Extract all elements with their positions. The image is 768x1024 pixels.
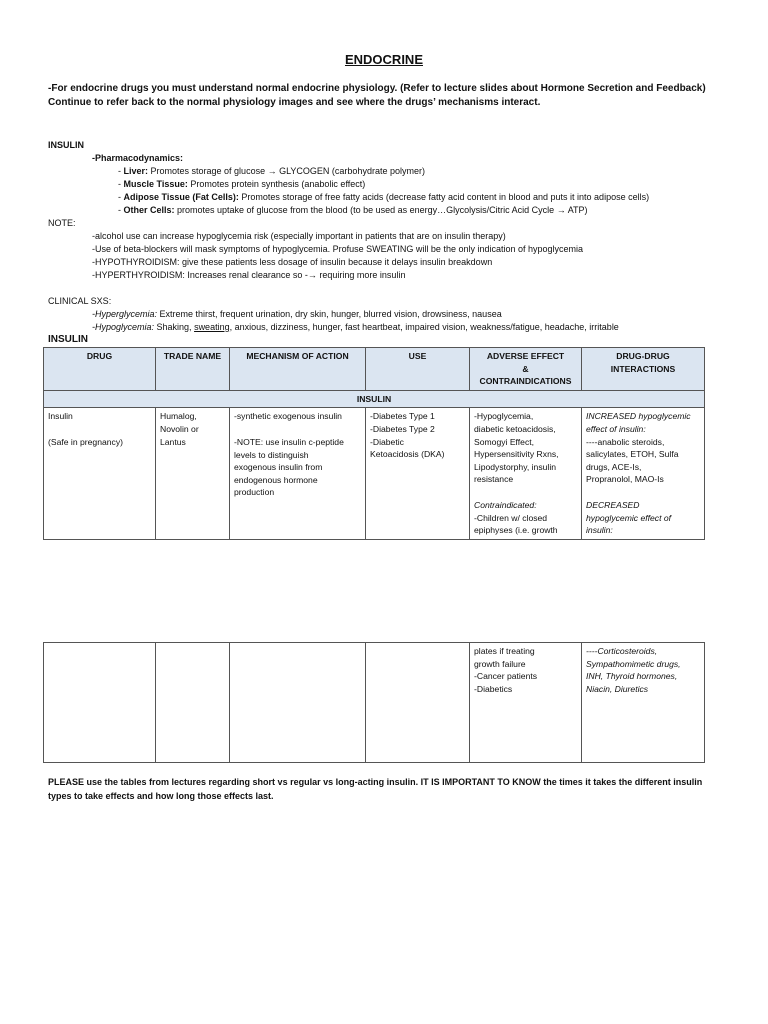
pharmaco-item: - Liver: Promotes storage of glucose → GLYCOGEN (carbohydrate polymer) — [118, 166, 425, 176]
cell-interactions: ----Corticosteroids, Sympathomimetic drugs, INH, Thyroid hormones, Niacin, Diuretics — [582, 643, 705, 763]
insulin-table-continued — [43, 642, 705, 763]
table-section-row — [44, 390, 705, 408]
cell-trade-name — [156, 643, 230, 763]
cell-use: -Diabetes Type 1 -Diabetes Type 2 -Diabetic Ketoacidosis (DKA) — [366, 408, 470, 539]
cell-drug: Insulin (Safe in pregnancy) — [44, 408, 156, 539]
note-item: -HYPOTHYROIDISM: give these patients less dosage of insulin because it delays insulin breakdown — [92, 257, 493, 267]
header-use: USE — [366, 348, 470, 391]
page-title: ENDOCRINE — [344, 52, 423, 67]
table-caption: INSULIN — [48, 334, 88, 345]
hyperglycemia-line: -Hyperglycemia: Extreme thirst, frequent urination, dry skin, hunger, blurred vision, drowsiness, nausea — [92, 309, 502, 319]
pharmacodynamics-heading: -Pharmacodynamics: — [92, 153, 184, 163]
note-heading: NOTE: — [48, 218, 76, 228]
note-item: -alcohol use can increase hypoglycemia risk (especially important in patients that are on insulin therapy) — [92, 231, 506, 241]
cell-interactions: INCREASED hypoglycemic effect of insulin: ----anabolic steroids, salicylates, ETOH, Sulfa drugs, ACE-Is, Propranolol, MAO-Is DECREASED hypoglycemic effect of insulin: — [582, 408, 705, 539]
intro-paragraph: -For endocrine drugs you must understand normal endocrine physiology. (Refer to lecture slides about Hormone Secretion and Feedback) Continue to refer back to the normal physiology images and see where the drugs’ mechanisms interact. — [48, 83, 706, 108]
pharmaco-item: - Adipose Tissue (Fat Cells): Promotes storage of free fatty acids (decrease fatty acid content in blood and puts it into adipose cells) — [118, 192, 650, 202]
header-drug: DRUG — [44, 348, 156, 391]
section-label: INSULIN — [44, 390, 705, 408]
insulin-table — [43, 347, 705, 540]
cell-adverse: -Hypoglycemia, diabetic ketoacidosis, Somogyi Effect, Hypersensitivity Rxns, Lipodystorphy, insulin resistance Contraindicated: -Children w/ closed epiphyses (i.e. growth — [470, 408, 582, 539]
header-adverse: ADVERSE EFFECT & CONTRAINDICATIONS — [470, 348, 582, 391]
cell-mechanism — [230, 643, 366, 763]
table-row — [44, 643, 705, 763]
pharmaco-item: - Other Cells: promotes uptake of glucose from the blood (to be used as energy…Glycolysis/Citric Acid Cycle → ATP) — [118, 205, 588, 215]
cell-adverse: plates if treating growth failure -Cancer patients -Diabetics — [470, 643, 582, 763]
note-item: -Use of beta-blockers will mask symptoms of hypoglycemia. Profuse SWEATING will be the only indication of hypoglycemia — [92, 244, 584, 254]
cell-drug — [44, 643, 156, 763]
header-interactions: DRUG-DRUG INTERACTIONS — [582, 348, 705, 391]
table-header-row — [44, 348, 705, 391]
pharmaco-item: - Muscle Tissue: Promotes protein synthesis (anabolic effect) — [118, 179, 366, 189]
cell-use — [366, 643, 470, 763]
insulin-heading: INSULIN — [48, 140, 84, 150]
table-row — [44, 408, 705, 539]
header-trade-name: TRADE NAME — [156, 348, 230, 391]
header-mechanism: MECHANISM OF ACTION — [230, 348, 366, 391]
footer-note: PLEASE use the tables from lectures regarding short vs regular vs long-acting insulin. IT IS IMPORTANT TO KNOW the times it takes the different insulin types to take effects and how long those effects last. — [48, 777, 703, 801]
cell-trade-name: Humalog, Novolin or Lantus — [156, 408, 230, 539]
clinical-heading: CLINICAL SXS: — [48, 296, 112, 306]
cell-mechanism: -synthetic exogenous insulin -NOTE: use insulin c-peptide levels to distinguish exogenous insulin from endogenous hormone production — [230, 408, 366, 539]
hypoglycemia-line: -Hypoglycemia: Shaking, sweating, anxious, dizziness, hunger, fast heartbeat, impaired vision, weakness/fatigue, headache, irritable — [92, 322, 619, 332]
note-item: -HYPERTHYROIDISM: Increases renal clearance so -→ requiring more insulin — [92, 270, 406, 280]
